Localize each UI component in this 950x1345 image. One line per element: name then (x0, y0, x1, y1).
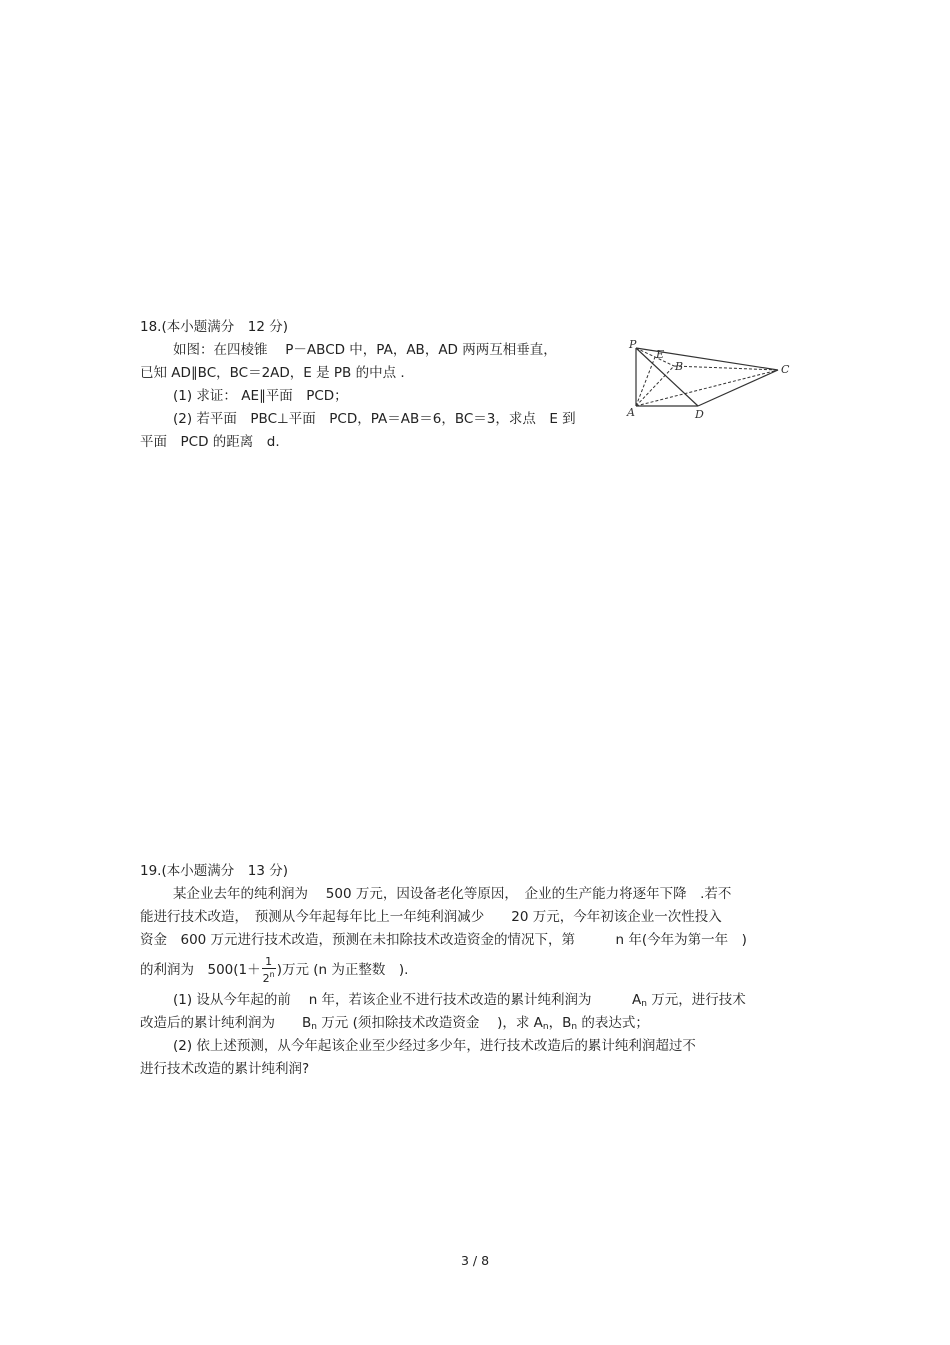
q19-part-2-line-1: (2) 依上述预测，从今年起该企业至少经过多少年，进行技术改造后的累计纯利润超过不 (173, 1038, 696, 1054)
q18-line-5: 平面 PCD 的距离 d. (140, 434, 280, 450)
q19-p1-text-a: (1) 设从今年起的前 n 年，若该企业不进行技术改造的累计纯利润为 A (173, 992, 642, 1008)
edge-dc (698, 370, 778, 406)
q18-line-2: 已知 AD∥BC，BC＝2AD，E 是 PB 的中点 . (140, 365, 405, 381)
label-a: A (627, 406, 635, 419)
q19-line-4 (140, 955, 408, 985)
q19-p1-text-d: 万元 (须扣除技术改造资金 )，求 A (316, 1015, 543, 1031)
pyramid-figure (622, 336, 802, 426)
q19-part-1-line-2 (140, 1014, 649, 1036)
diagonal-ac (636, 370, 778, 406)
subscript-n: n (641, 999, 648, 1009)
q19-p1-text-c: 改造后的累计纯利润为 B (140, 1015, 312, 1031)
fraction (262, 956, 276, 985)
label-e: E (656, 348, 665, 361)
subscript-n: n (542, 1022, 549, 1032)
q19-heading: 19.(本小题满分 13 分) (140, 863, 288, 879)
fraction-den-base: 2 (262, 971, 270, 985)
label-d: D (695, 408, 704, 421)
subscript-n: n (571, 1022, 578, 1032)
edge-ab (636, 366, 674, 406)
fraction-den-exponent: n (269, 969, 275, 979)
label-c: C (781, 363, 790, 376)
q19-line-4-post: )万元 (n 为正整数 ). (276, 962, 409, 978)
q18-heading: 18.(本小题满分 12 分) (140, 319, 288, 335)
subscript-n: n (311, 1022, 317, 1032)
q18-line-1: 如图：在四棱锥 P－ABCD 中，PA，AB，AD 两两互相垂直， (173, 342, 557, 358)
q19-line-3: 资金 600 万元进行技术改造，预测在未扣除技术改造资金的情况下，第 n 年(今年为第一年 ) (140, 932, 747, 948)
label-b: B (675, 360, 684, 373)
q19-p1-text-e: ，B (548, 1015, 572, 1031)
q19-line-1: 某企业去年的纯利润为 500 万元，因设备老化等原因， 企业的生产能力将逐年下降 .若不 (173, 886, 732, 902)
segment-ae (636, 357, 655, 406)
q19-part-1-line-1 (173, 991, 746, 1013)
fraction-denominator (262, 969, 276, 985)
page-number: 3 / 8 (460, 1253, 490, 1268)
q19-line-2: 能进行技术改造， 预测从今年起每年比上一年纯利润减少 20 万元，今年初该企业一次性投入 (140, 909, 722, 925)
q19-p1-text-f: 的表达式； (577, 1015, 649, 1031)
q18-part-1: (1) 求证： AE∥平面 PCD； (173, 388, 348, 404)
label-p: P (629, 338, 637, 351)
q19-part-2-line-2: 进行技术改造的累计纯利润? (140, 1061, 310, 1077)
q19-line-4-pre: 的利润为 500(1＋ (140, 962, 261, 978)
fraction-numerator: 1 (262, 956, 276, 969)
q19-p1-text-b: 万元，进行技术 (647, 992, 746, 1008)
q18-part-2: (2) 若平面 PBC⊥平面 PCD，PA＝AB＝6，BC＝3，求点 E 到 (173, 411, 576, 427)
